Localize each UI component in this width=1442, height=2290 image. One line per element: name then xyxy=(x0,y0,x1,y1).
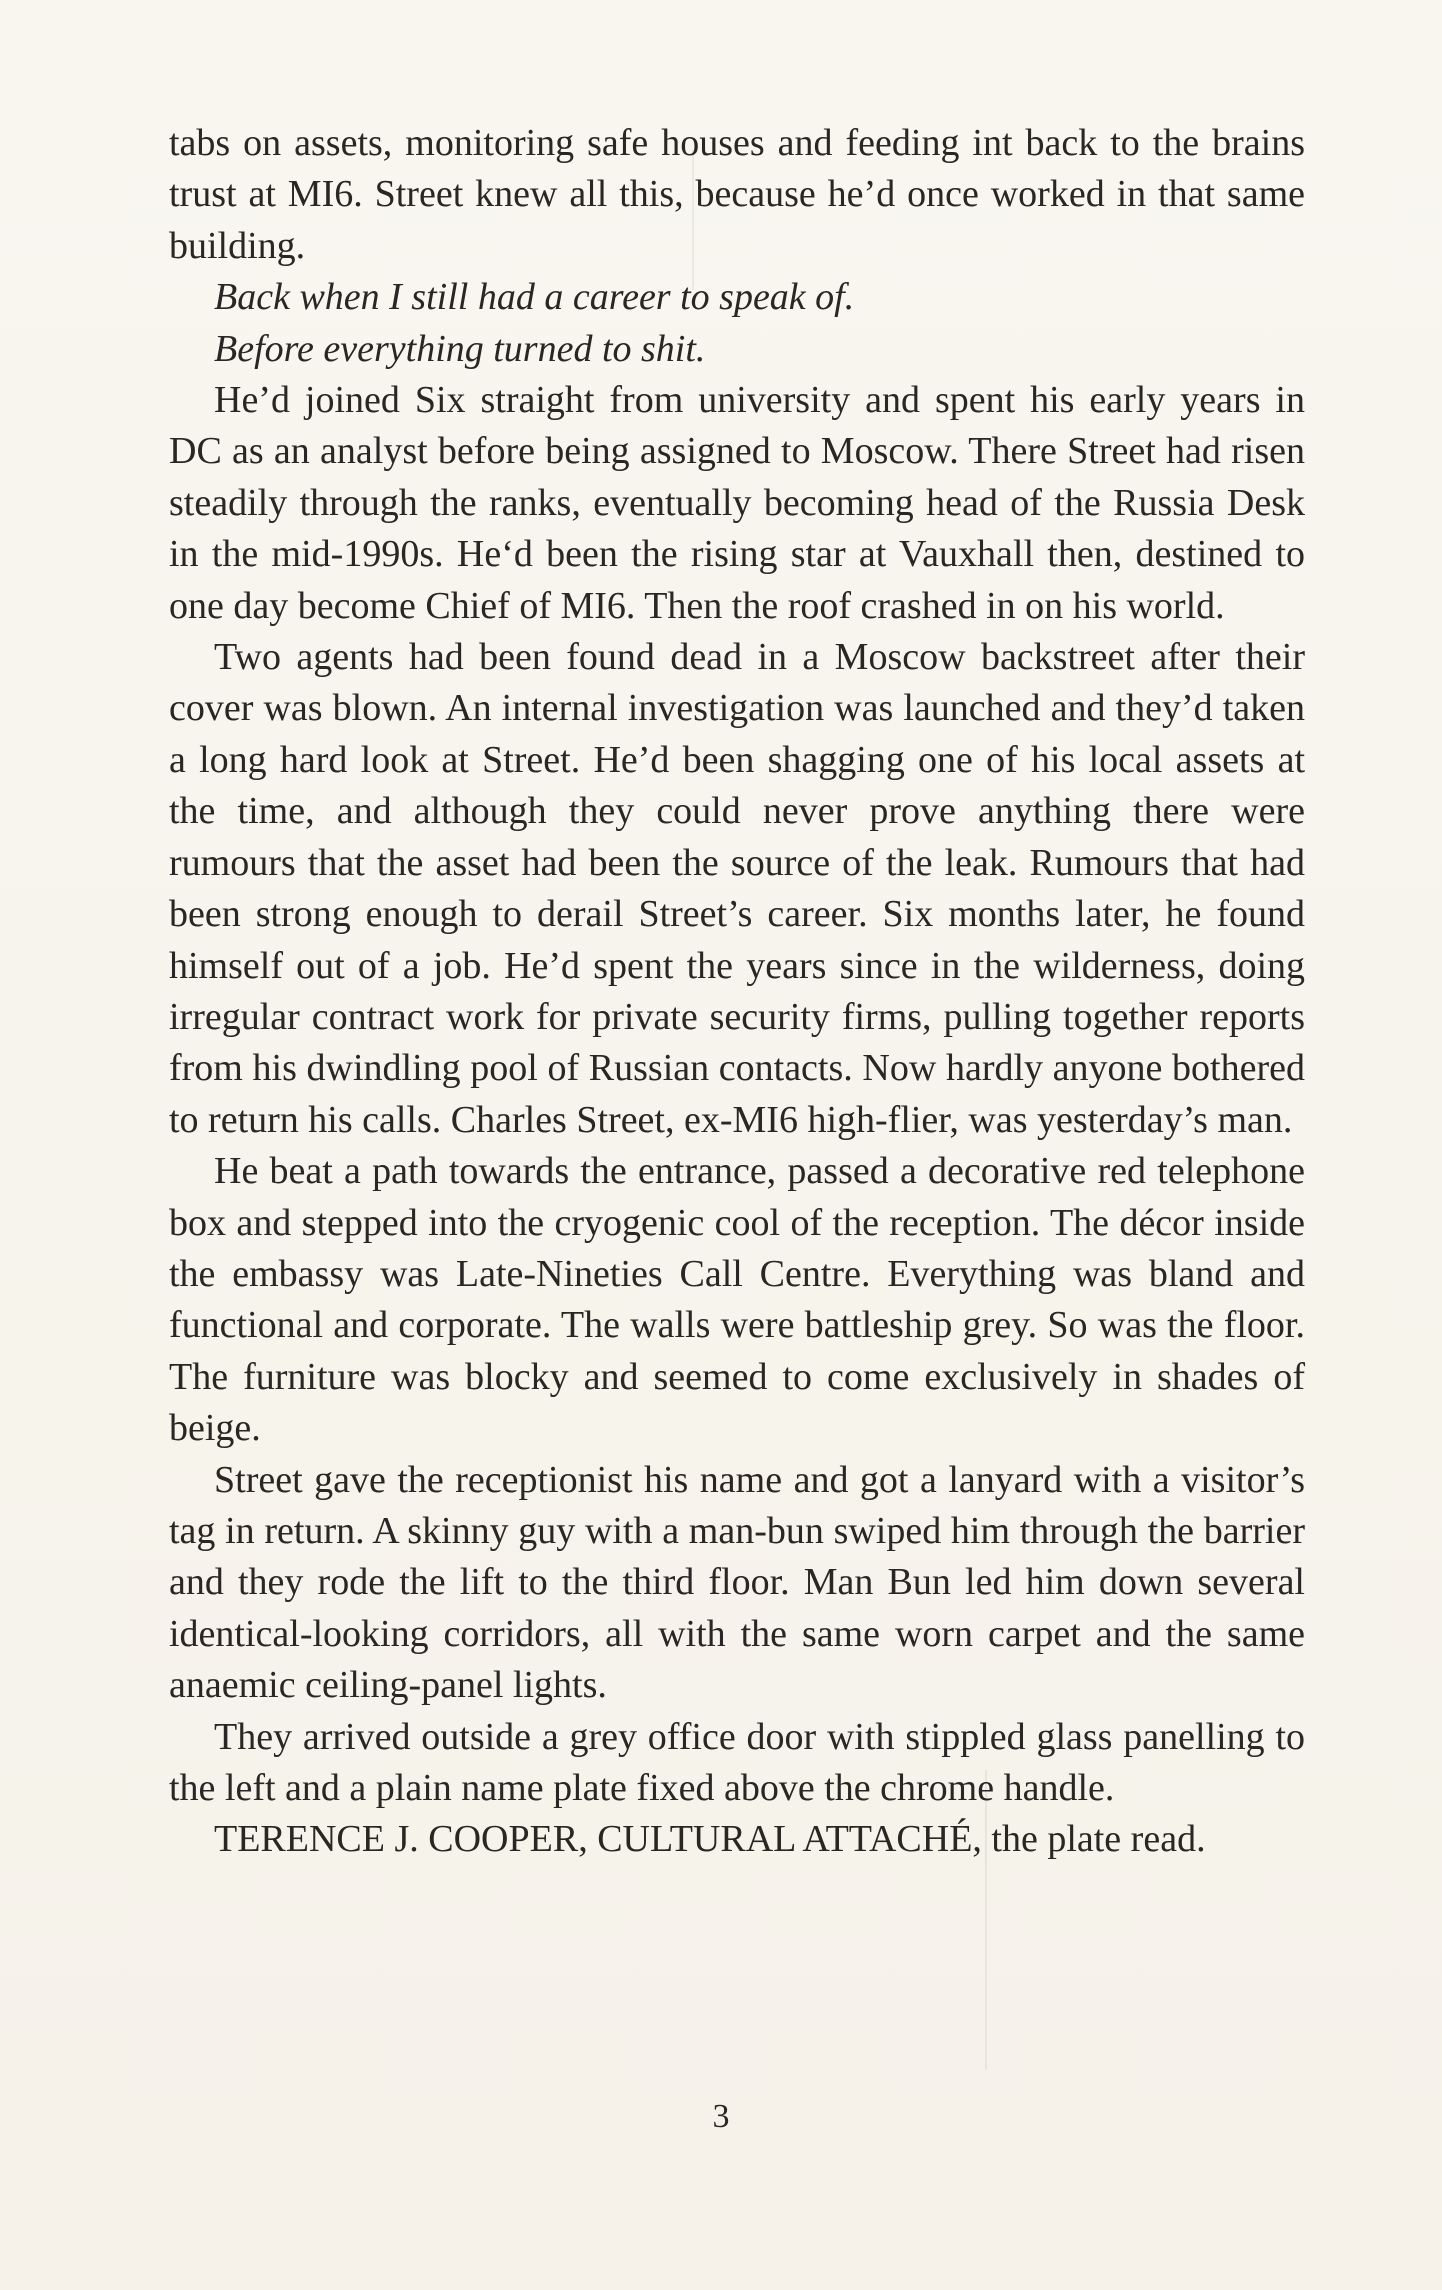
paragraph: tabs on assets, monitoring safe houses and feeding int back to the brains trust at MI6. Street knew all this, because he’d once worked in that same building. xyxy=(169,122,1305,267)
body-text xyxy=(169,118,1305,1866)
paragraph: He beat a path towards the entrance, passed a decorative red telephone box and stepped into the cryogenic cool of the reception. The décor inside the embassy was Late-Nineties Call Centre. Everything was bland and functional and corporate. The walls were battleship grey. So was the floor. The furniture was blocky and seemed to come exclusively in shades of beige. xyxy=(169,1150,1305,1450)
paragraph-italic: Back when I still had a career to speak of. xyxy=(214,276,855,319)
paragraph: Street gave the receptionist his name and got a lanyard with a visitor’s tag in return. A skinny guy with a man-bun swiped him through the barrier and they rode the lift to the third floor. Man Bun led him down several identical-looking corridors, all with the same worn carpet and the same anaemic ceiling-panel lights. xyxy=(169,1458,1305,1707)
paragraph: Two agents had been found dead in a Moscow backstreet after their cover was blown. An internal investigation was launched and they’d taken a long hard look at Street. He’d been shagging one of his local assets at the time, and although they could never prove anything there were rumours that the asset had been the source of the leak. Rumours that had been strong enough to derail Street’s career. Six months later, he found himself out of a job. He’d spent the years since in the wilderness, doing irregular contract work for private security firms, pulling together reports from his dwindling pool of Russian contacts. Now hardly anyone bothered to return his calls. Charles Street, ex-MI6 high-flier, was yesterday’s man. xyxy=(169,636,1305,1141)
paragraph: TERENCE J. COOPER, CULTURAL ATTACHÉ, the plate read. xyxy=(214,1818,1206,1861)
paragraph: He’d joined Six straight from university and spent his early years in DC as an analyst before being assigned to Moscow. There Street had risen steadily through the ranks, eventually becoming head of the Russia Desk in the mid-1990s. He‘d been the rising star at Vauxhall then, destined to one day become Chief of MI6. Then the roof crashed in on his world. xyxy=(169,379,1305,627)
paragraph: They arrived outside a grey office door with stippled glass panelling to the left and a plain name plate fixed above the chrome handle. xyxy=(169,1715,1305,1809)
page-number: 3 xyxy=(712,2098,730,2135)
paragraph-italic: Before everything turned to shit. xyxy=(214,327,706,370)
